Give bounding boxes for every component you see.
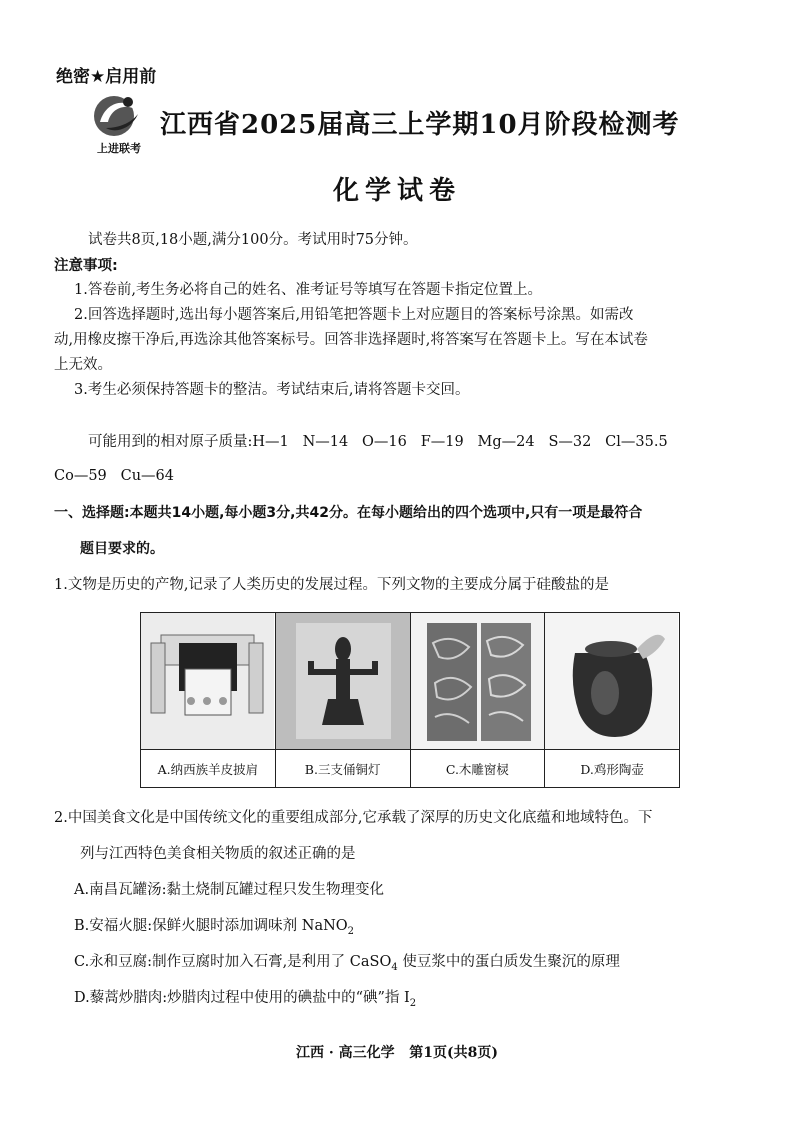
exam-info: 试卷共8页,18小题,满分100分。考试用时75分钟。 <box>88 232 418 248</box>
option-b-cell <box>276 613 411 787</box>
question-2-option-d <box>74 988 416 1014</box>
option-b-text: B.安福火腿:保鲜火腿时添加调味剂 NaNO <box>74 918 348 934</box>
note-1: 1.答卷前,考生务必将自己的姓名、准考证号等填写在答题卡指定位置上。 <box>74 282 542 298</box>
option-c-text: C.永和豆腐:制作豆腐时加入石膏,是利用了 CaSO <box>74 954 392 970</box>
option-d-cell <box>545 613 679 787</box>
note-2-line-2: 动,用橡皮擦干净后,再选涂其他答案标号。回答非选择题时,将答案写在答题卡上。写在本试卷 <box>54 332 648 348</box>
cape-image <box>141 613 275 750</box>
option-c-subscript: 4 <box>391 961 398 973</box>
option-b-caption: B.三支俑铜灯 <box>304 761 381 777</box>
question-2-stem-line-2: 列与江西特色美食相关物质的叙述正确的是 <box>80 846 356 862</box>
question-1-stem: 1.文物是历史的产物,记录了人类历史的发展过程。下列文物的主要成分属于硅酸盐的是 <box>54 577 609 593</box>
atomic-mass-line-1: 可能用到的相对原子质量:H—1 N—14 O—16 F—19 Mg—24 S—32 Cl—35.5 <box>88 434 668 450</box>
question-2-option-b <box>74 916 354 942</box>
question-2-option-a: A.南昌瓦罐汤:黏土烧制瓦罐过程只发生物理变化 <box>74 882 384 898</box>
wood-carving-image <box>411 613 545 750</box>
logo-text: 上进联考 <box>97 142 141 155</box>
notes-heading: 注意事项: <box>54 258 118 274</box>
atomic-mass-line-2: Co—59 Cu—64 <box>54 468 174 484</box>
page-footer: 江西 · 高三化学 第1页(共8页) <box>296 1045 498 1061</box>
section-1-heading-line-2: 题目要求的。 <box>80 541 164 557</box>
note-2-line-1: 2.回答选择题时,选出每小题答案后,用铅笔把答题卡上对应题目的答案标号涂黑。如需改 <box>74 307 634 323</box>
option-a-cell <box>141 613 276 787</box>
bronze-lamp-image <box>276 613 410 750</box>
subject-title: 化学试卷 <box>332 176 461 206</box>
exam-title: 江西省2025届高三上学期10月阶段检测考 <box>160 110 680 140</box>
option-c-caption: C.木雕窗棂 <box>445 761 509 777</box>
option-b-subscript: 2 <box>347 925 355 937</box>
question-2-stem-line-1: 2.中国美食文化是中国传统文化的重要组成部分,它承载了深厚的历史文化底蕴和地域特色。下 <box>54 810 653 826</box>
option-d-text: D.藜蒿炒腊肉:炒腊肉过程中使用的碘盐中的“碘”指 I <box>74 990 410 1006</box>
question-2-option-c <box>74 952 620 978</box>
section-1-heading-line-1: 一、选择题:本题共14小题,每小题3分,共42分。在每小题给出的四个选项中,只有一项是最符合 <box>54 505 643 521</box>
option-a-caption: A.纳西族羊皮披肩 <box>157 761 259 777</box>
note-3: 3.考生必须保持答题卡的整洁。考试结束后,请将答题卡交回。 <box>74 382 470 398</box>
logo-icon <box>88 92 150 140</box>
artifact-table <box>140 612 680 788</box>
option-d-subscript: 2 <box>409 997 417 1009</box>
pottery-image <box>545 613 679 750</box>
note-2-line-3: 上无效。 <box>54 357 112 373</box>
secret-label: 绝密★启用前 <box>56 67 157 87</box>
logo <box>88 92 150 158</box>
option-c-tail: 使豆浆中的蛋白质发生聚沉的原理 <box>397 954 620 970</box>
option-d-caption: D.鸡形陶壶 <box>580 761 644 777</box>
option-c-cell <box>411 613 546 787</box>
